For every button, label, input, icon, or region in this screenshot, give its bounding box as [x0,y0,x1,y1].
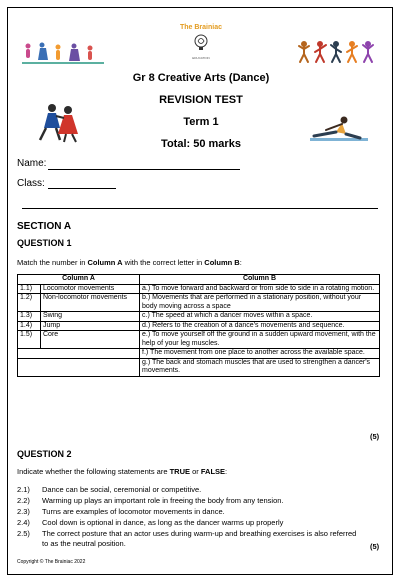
question-1-heading: QUESTION 1 [17,238,72,248]
column-a-cell [18,358,140,376]
table-row [18,331,380,349]
test-title: Gr 8 Creative Arts (Dance) [132,72,270,84]
name-label: Name: [17,158,47,169]
test-term: Term 1 [183,116,219,128]
row-number: 1.5) [18,331,41,349]
column-b-cell: a.) To move forward and backward or from side to side in a rotating motion. [140,284,380,294]
statement-text: Warming up plays an important role in freeing the body from any tension. [42,496,284,505]
column-a-header: Column A [18,275,140,285]
table-row [18,358,380,376]
table-row [18,321,380,331]
column-b-cell: c.) The speed at which a dancer moves within a space. [140,312,380,322]
question-1-marks: (5) [370,432,380,441]
column-b-cell: b.) Movements that are performed in a stationary position, without your body moving across a space [140,294,380,312]
statement-number: 2.3) [17,507,30,516]
table-row [18,349,380,359]
question-2-marks: (5) [370,542,380,551]
column-a-cell: Swing [41,312,140,322]
statement-text: Dance can be social, ceremonial or competitive. [42,485,202,494]
section-a-heading: SECTION A [17,221,72,232]
row-number: 1.2) [18,294,41,312]
statement-number: 2.5) [17,529,30,538]
row-number: 1.4) [18,321,41,331]
stretching-illustration [306,112,370,144]
statement-number: 2.2) [17,496,30,505]
column-b-cell: g.) The back and stomach muscles that are used to strengthen a dancer's movements. [140,358,380,376]
table-row [18,312,380,322]
question-2-heading: QUESTION 2 [17,449,72,459]
table-row [18,284,380,294]
question-2-instruction: Indicate whether the following statements are TRUE or FALSE: [17,467,228,476]
test-total: Total: 50 marks [161,138,241,150]
column-a-cell [18,349,140,359]
name-field[interactable] [48,169,240,170]
brainiac-logo-icon [194,34,208,52]
brand-name: The Brainiac [179,24,222,31]
brand-sub: EDUCATION [192,56,210,60]
statement-number: 2.4) [17,518,30,527]
class-field[interactable] [48,188,116,189]
row-number: 1.3) [18,312,41,322]
column-b-cell: f.) The movement from one place to another across the available space. [140,349,380,359]
column-b-cell: d.) Refers to the creation of a dance's movements and sequence. [140,321,380,331]
statement-text: Cool down is optional in dance, as long as the dancer warms up properly [42,518,284,527]
matching-table [17,274,380,377]
test-subtitle: REVISION TEST [159,94,243,106]
column-b-header: Column B [140,275,380,285]
copyright: Copyright © The Brainiac 2022 [17,559,86,565]
table-row [18,294,380,312]
statement-text: Turns are examples of locomotor movements in dance. [42,507,225,516]
dancers-right-illustration [296,40,378,64]
column-a-cell: Jump [41,321,140,331]
class-label: Class: [17,178,45,189]
couple-dance-illustration [32,100,88,144]
column-a-cell: Core [41,331,140,349]
statement-number: 2.1) [17,485,30,494]
dancers-left-illustration [20,40,108,66]
column-b-cell: e.) To move yourself off the ground in a sudden upward movement, with the help of your leg muscles. [140,331,380,349]
question-1-instruction: Match the number in Column A with the correct letter in Column B: [17,258,242,267]
column-a-cell: Locomotor movements [41,284,140,294]
row-number: 1.1) [18,284,41,294]
statement-text: The correct posture that an actor uses during warm-up and breathing exercises is also referred to as the neutral position. [42,529,357,548]
column-a-cell: Non-locomotor movements [41,294,140,312]
divider [22,208,378,209]
